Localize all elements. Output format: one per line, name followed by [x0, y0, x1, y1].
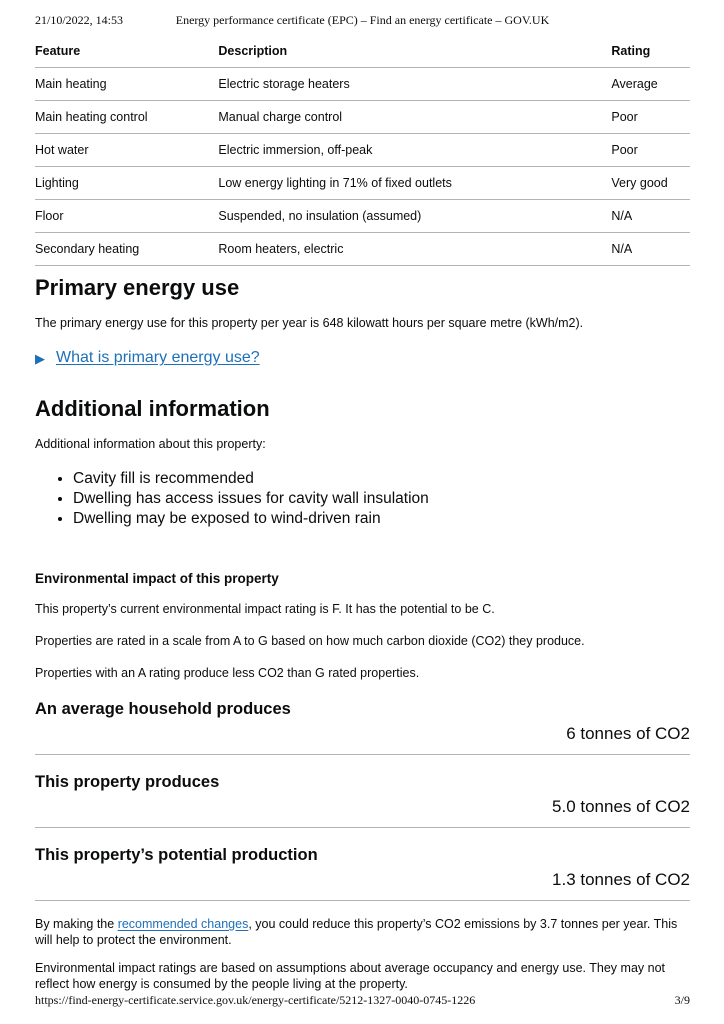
section-heading-primary-energy: Primary energy use: [35, 275, 240, 300]
environmental-impact-rating-text: This property’s current environmental impact rating is F. It has the potential to be C.: [35, 602, 495, 616]
table-row: [35, 167, 690, 200]
rating-cell: N/A: [611, 200, 690, 233]
co2-reduction-text: [35, 916, 690, 948]
feature-cell: Main heating control: [35, 101, 218, 134]
print-page-title: Energy performance certificate (EPC) – Find an energy certificate – GOV.UK: [175, 13, 550, 27]
divider: [35, 754, 690, 755]
feature-cell: Lighting: [35, 167, 218, 200]
co2-average-household-value: 6 tonnes of CO2: [566, 724, 690, 743]
rating-cell: Poor: [611, 101, 690, 134]
rating-cell: Very good: [611, 167, 690, 200]
description-cell: Suspended, no insulation (assumed): [218, 200, 611, 233]
co2-property-produces-label: This property produces: [35, 773, 220, 791]
rating-cell: Poor: [611, 134, 690, 167]
occupancy-assumptions-text: Environmental impact ratings are based on assumptions about average occupancy and energy use. They may not reflect how energy is consumed by the people living at the property.: [35, 961, 665, 991]
co2-reduction-text-after: , you could reduce this property’s CO2 emissions by 3.7 tonnes per year. This will help to protect the environment.: [35, 917, 678, 947]
list-item: • Cavity fill is recommended: [73, 469, 690, 489]
recommended-changes-link[interactable]: recommended changes: [117, 917, 249, 931]
table-row: [35, 134, 690, 167]
additional-information-list: [55, 469, 690, 529]
co2-potential-production-value: 1.3 tonnes of CO2: [552, 870, 690, 889]
print-header: [35, 13, 690, 27]
table-row: [35, 101, 690, 134]
description-cell: Low energy lighting in 71% of fixed outlets: [218, 167, 611, 200]
column-header-feature: Feature: [35, 36, 218, 68]
co2-potential-production-block: [35, 846, 690, 901]
print-datetime: 21/10/2022, 14:53: [35, 13, 124, 27]
description-cell: Electric storage heaters: [218, 68, 611, 101]
disclosure-triangle-icon: ▶: [35, 350, 45, 366]
description-cell: Room heaters, electric: [218, 233, 611, 266]
feature-cell: Secondary heating: [35, 233, 218, 266]
table-header-row: [35, 36, 690, 68]
description-cell: Electric immersion, off-peak: [218, 134, 611, 167]
co2-property-produces-block: [35, 773, 690, 828]
table-row: [35, 200, 690, 233]
primary-energy-details-link[interactable]: What is primary energy use?: [56, 349, 260, 366]
co2-reduction-text-before: By making the: [35, 917, 118, 931]
features-table: [35, 36, 690, 266]
feature-cell: Main heating: [35, 68, 218, 101]
co2-potential-production-label: This property’s potential production: [35, 846, 318, 864]
divider: [35, 900, 690, 901]
primary-energy-text: The primary energy use for this property per year is 648 kilowatt hours per square metre (kWh/m2).: [35, 316, 584, 330]
section-heading-additional-information: Additional information: [35, 396, 270, 421]
co2-property-produces-value: 5.0 tonnes of CO2: [552, 797, 690, 816]
environmental-impact-a-rating-text: Properties with an A rating produce less CO2 than G rated properties.: [35, 666, 420, 680]
rating-cell: N/A: [611, 233, 690, 266]
table-row: [35, 68, 690, 101]
rating-cell: Average: [611, 68, 690, 101]
print-footer-url: https://find-energy-certificate.service.gov.uk/energy-certificate/5212-1327-0040-0745-1226: [35, 993, 476, 1007]
column-header-rating: Rating: [611, 36, 690, 68]
primary-energy-details-disclosure[interactable]: [35, 349, 260, 367]
table-row: [35, 233, 690, 266]
environmental-impact-notes: [35, 916, 690, 992]
environmental-impact-scale-text: Properties are rated in a scale from A to G based on how much carbon dioxide (CO2) they produce.: [35, 634, 585, 648]
co2-average-household-block: [35, 700, 690, 755]
column-header-description: Description: [218, 36, 611, 68]
print-footer-page-number: 3/9: [674, 993, 690, 1007]
description-cell: Manual charge control: [218, 101, 611, 134]
divider: [35, 827, 690, 828]
list-item: • Dwelling may be exposed to wind-driven rain: [73, 509, 690, 529]
feature-cell: Floor: [35, 200, 218, 233]
print-footer: [35, 993, 690, 1008]
additional-information-intro: Additional information about this property:: [35, 437, 266, 451]
co2-average-household-label: An average household produces: [35, 700, 291, 718]
feature-cell: Hot water: [35, 134, 218, 167]
section-heading-environmental-impact: Environmental impact of this property: [35, 571, 279, 586]
list-item: • Dwelling has access issues for cavity wall insulation: [73, 489, 690, 509]
